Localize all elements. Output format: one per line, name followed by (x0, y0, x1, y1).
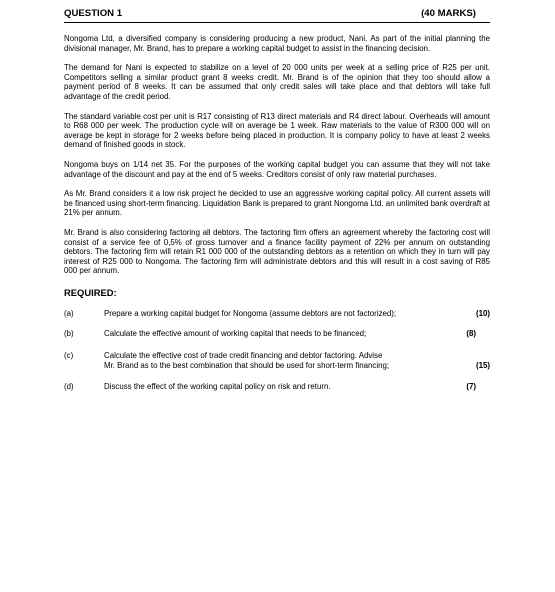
question-title: QUESTION 1 (64, 8, 123, 19)
item-label: (a) (64, 308, 74, 318)
required-item-b (64, 329, 490, 339)
item-label: (b) (64, 329, 74, 339)
paragraph-purchases: Nongoma buys on 1/14 net 35. For the purposes of the working capital budget you can assume that they will not take advantage of the discount and pay at the end of 5 weeks. Creditors consist of only raw material purchases. (64, 159, 490, 179)
item-text: Calculate the effective amount of working capital that needs to be financed; (104, 329, 367, 339)
item-marks: (10) (475, 308, 490, 318)
paragraph-intro: Nongoma Ltd, a diversified company is considering producing a new product, Nani. As part of the initial planning the divisional manager, Mr. Brand, has to prepare a working capital budget to assist in the financing decision. (64, 34, 490, 53)
paragraph-policy: As Mr. Brand considers it a low risk project he decided to use an aggressive working capital policy. All current assets will be financed using short-term financing. Liquidation Bank is prepared to grant Nongoma Ltd. an unlimited bank overdraft at 21% per annum. (64, 189, 490, 218)
paragraph-factoring: Mr. Brand is also considering factoring all debtors. The factoring firm offers an agreement whereby the factoring cost will consist of a service fee of 0,5% of gross turnover and a finance facility payment of 22% per annum on outstanding debtors. The factoring firm will retain R1 000 000 of the outstanding debtors as a retention on which they in turn will pay interest of R25 000 to Nongoma. The factoring firm will administrate debtors and this will result in a cost saving of R85 000 per annum. (64, 227, 490, 276)
required-item-a (64, 309, 490, 319)
question-page (64, 8, 490, 392)
item-label: (c) (64, 351, 74, 361)
paragraph-demand: The demand for Nani is expected to stabilize on a level of 20 000 units per week at a selling price of R25 per unit. Competitors selling a similar product grant 8 weeks credit. Mr. Brand is of the opinion that they too should allow a payment period of 8 weeks. It can be assumed that only credit sales will take place and that debtors will take full advantage of the credit period. (64, 63, 490, 101)
item-text: Discuss the effect of the working capital policy on risk and return. (104, 382, 331, 392)
item-text-line2: Mr. Brand as to the best combination that should be used for short-term financing; (104, 360, 390, 370)
item-marks: (15) (475, 360, 490, 370)
required-item-d (64, 382, 490, 392)
required-heading: REQUIRED: (64, 286, 117, 298)
item-label: (d) (64, 382, 74, 392)
required-item-c (64, 351, 490, 370)
paragraph-costs: The standard variable cost per unit is R17 consisting of R13 direct materials and R4 direct labour. Overheads will amount to R68 000 per week. The production cycle will on average be 1 week. Raw materials to the value of R300 000 will on average be kept in storage for 2 weeks before being placed in production. It is company policy to have at least 2 weeks demand of finished goods in stock. (64, 111, 490, 150)
item-text: Prepare a working capital budget for Nongoma (assume debtors are not factorized); (104, 308, 397, 318)
question-header (64, 8, 490, 23)
item-text-line1: Calculate the effective cost of trade credit financing and debtor factoring. Advise (104, 351, 383, 361)
item-marks: (7) (466, 382, 476, 392)
question-total-marks: (40 MARKS) (421, 8, 476, 19)
item-marks: (8) (466, 329, 476, 339)
